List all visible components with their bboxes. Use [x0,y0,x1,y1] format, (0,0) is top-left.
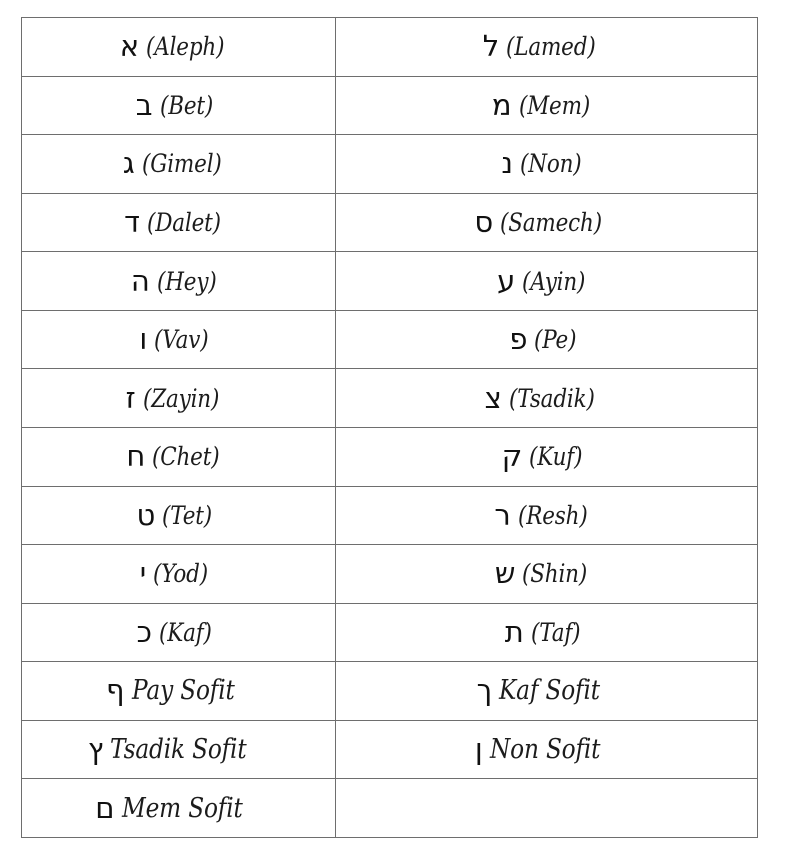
letter-cell-right [336,193,758,252]
letter-name: (Mem) [518,90,590,120]
table-row [22,369,758,428]
letter-cell-right [336,427,758,486]
letter-cell-right [336,720,758,779]
letter-name: (Dalet) [146,207,221,237]
hebrew-letter: ט [136,497,156,532]
hebrew-letter: ה [130,263,150,298]
letter-name: (Hey) [156,266,217,296]
table-row [22,18,758,77]
hebrew-letter: ר [494,497,511,532]
letter-cell-right [336,369,758,428]
letter-cell-right [336,18,758,77]
letter-name: Non Sofit [489,734,601,766]
letter-cell-right [336,779,758,838]
letter-name: (Resh) [517,500,588,530]
letter-cell-left [22,486,336,545]
letter-cell-right [336,545,758,604]
letter-cell-left [22,76,336,135]
letter-name: (Lamed) [506,32,596,62]
letter-name: (Bet) [159,90,213,120]
hebrew-letter: ן [474,732,483,767]
hebrew-letter: ג [122,146,135,181]
letter-cell-right [336,135,758,194]
hebrew-letter: כ [136,614,152,649]
hebrew-letter: ק [501,439,523,474]
letter-name: (Vav) [154,325,209,355]
hebrew-letter: ב [135,87,153,122]
letter-cell-right [336,310,758,369]
hebrew-letter: צ [484,380,502,415]
letter-name: Kaf Sofit [499,675,601,707]
table-row [22,252,758,311]
hebrew-letter: י [139,556,147,591]
table-row [22,545,758,604]
table-row [22,135,758,194]
letter-name: (Samech) [500,207,603,237]
letter-cell-left [22,427,336,486]
hebrew-letter: מ [491,87,512,122]
letter-name: (Gimel) [141,149,222,179]
letter-cell-left [22,135,336,194]
hebrew-letter: ס [474,204,494,239]
letter-name: (Kuf) [529,442,583,472]
letter-cell-right [336,252,758,311]
hebrew-letter: ך [476,673,493,708]
hebrew-letter: ד [124,204,140,239]
letter-cell-left [22,18,336,77]
letter-cell-left [22,193,336,252]
letter-name: (Chet) [152,442,220,472]
hebrew-letter: ע [497,263,516,298]
hebrew-letter: ח [126,439,146,474]
letter-name: (Kaf) [159,617,212,647]
hebrew-letter: ל [482,29,500,64]
letter-cell-left [22,369,336,428]
table-row [22,720,758,779]
letter-name: (Ayin) [522,266,586,296]
table-row [22,310,758,369]
letter-name: (Non) [520,149,582,179]
letter-cell-left [22,603,336,662]
letter-name: Mem Sofit [121,792,243,824]
letter-name: (Tsadik) [508,383,595,413]
hebrew-letter: נ [501,146,514,181]
letter-name: (Taf) [530,617,581,647]
table-row [22,76,758,135]
letter-cell-left [22,545,336,604]
letter-name: (Shin) [522,559,588,589]
hebrew-letter: פ [509,322,528,357]
hebrew-letter: ו [139,322,148,357]
letter-name: Pay Sofit [131,675,235,707]
letter-cell-left [22,720,336,779]
hebrew-letter: ץ [87,732,104,767]
hebrew-letter: ש [494,556,516,591]
table-row [22,662,758,721]
hebrew-letter: ם [95,790,115,825]
hebrew-letter: ף [106,673,125,708]
table-row [22,486,758,545]
letter-cell-right [336,662,758,721]
letter-name: (Zayin) [142,383,219,413]
letter-cell-right [336,486,758,545]
letter-name: (Pe) [534,325,577,355]
letter-name: (Tet) [162,500,213,530]
table-body [22,18,758,838]
letter-cell-left [22,310,336,369]
table-row [22,427,758,486]
table-row [22,193,758,252]
letter-cell-left [22,252,336,311]
table-row [22,779,758,838]
letter-name: (Yod) [153,559,209,589]
letter-name: Tsadik Sofit [110,734,247,766]
letter-cell-right [336,603,758,662]
hebrew-alphabet-table [21,17,758,838]
letter-name: (Aleph) [146,32,225,62]
hebrew-letter: א [119,29,140,64]
letter-cell-left [22,779,336,838]
letter-cell-right [336,76,758,135]
letter-cell-left [22,662,336,721]
hebrew-letter: ז [125,380,136,415]
table-row [22,603,758,662]
hebrew-letter: ת [504,614,524,649]
